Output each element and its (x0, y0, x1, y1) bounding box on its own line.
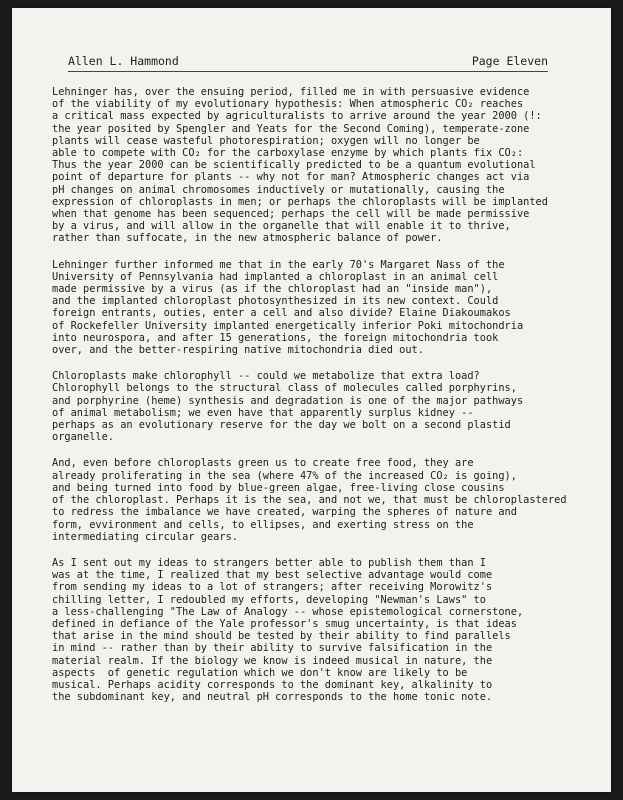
text-line: by a virus, and will allow in the organelle that will enable it to thrive, (52, 220, 511, 233)
text-line: that arise in the mind should be tested by their ability to find parallels (52, 630, 511, 643)
text-line: foreign entrants, outies, enter a cell and also divide? Elaine Diakoumakos (52, 307, 511, 320)
page-header (68, 54, 548, 72)
paragraph (52, 457, 572, 542)
text-line: perhaps as an evolutionary reserve for the day we bolt on a second plastid (52, 419, 511, 432)
text-line: a critical mass expected by agriculturalists to arrive around the year 2000 (!: (52, 110, 542, 123)
text-line: pH changes on animal chromosomes inductively or mutationally, causing the (52, 183, 505, 196)
document-page (12, 8, 611, 792)
text-line: expression of chloroplasts in men; or perhaps the chloroplasts will be implanted (52, 195, 548, 208)
text-line: defined in defiance of the Yale professor's smug uncertainty, is that ideas (52, 617, 517, 630)
author-name: Allen L. Hammond (68, 54, 179, 68)
text-line: form, evvironment and cells, to ellipses, and exerting stress on the (52, 518, 474, 531)
text-line: rather than suffocate, in the new atmospheric balance of power. (52, 232, 443, 245)
text-line: in mind -- rather than by their ability to survive falsification in the (52, 642, 493, 655)
text-line: And, even before chloroplasts green us to create free food, they are (52, 457, 474, 470)
text-line: over, and the better-respiring native mitochondria died out. (52, 344, 424, 357)
text-line: musical. Perhaps acidity corresponds to the dominant key, alkalinity to (52, 678, 493, 691)
paragraph (52, 259, 572, 357)
text-line: Thus the year 2000 can be scientifically predicted to be a quantum evolutional (52, 159, 536, 172)
text-line: Chloroplasts make chlorophyll -- could we metabolize that extra load? (52, 370, 480, 383)
text-line: Lehninger further informed me that in the early 70's Margaret Nass of the (52, 258, 505, 271)
text-line: when that genome has been sequenced; perhaps the cell will be made permissive (52, 208, 530, 221)
text-line: plants will cease wasteful photorespiration; oxygen will no longer be (52, 134, 480, 147)
text-line: of Rockefeller University implanted energetically inferior Poki mitochondria (52, 319, 524, 332)
text-line: organelle. (52, 431, 114, 444)
text-line: of the viability of my evolutionary hypothesis: When atmospheric CO₂ reaches (52, 98, 524, 111)
text-line: was at the time, I realized that my best selective advantage would come (52, 569, 493, 582)
text-line: into neurospora, and after 15 generations, the foreign mitochondria took (52, 331, 499, 344)
text-line: from sending my ideas to a lot of strangers; after receiving Morowitz's (52, 581, 493, 594)
text-line: As I sent out my ideas to strangers better able to publish them than I (52, 556, 486, 569)
body-text (52, 86, 572, 717)
text-line: made permissive by a virus (as if the chloroplast had an "inside man"), (52, 283, 493, 296)
text-line: Lehninger has, over the ensuing period, filled me in with persuasive evidence (52, 86, 530, 98)
text-line: Chlorophyll belongs to the structural class of molecules called porphyrins, (52, 382, 517, 395)
text-line: and the implanted chloroplast photosynthesized in its new context. Could (52, 295, 499, 308)
text-line: able to compete with CO₂ for the carboxylase enzyme by which plants fix CO₂: (52, 147, 524, 160)
text-line: aspects of genetic regulation which we don't know are likely to be (52, 666, 468, 679)
text-line: to redress the imbalance we have created, warping the spheres of nature and (52, 506, 517, 519)
text-line: chilling letter, I redoubled my efforts, developing "Newman's Laws" to (52, 593, 486, 606)
text-line: intermediating circular gears. (52, 530, 238, 543)
text-line: point of departure for plants -- why not for man? Atmospheric changes act via (52, 171, 530, 184)
text-line: of the chloroplast. Perhaps it is the sea, and not we, that must be chloroplastered (52, 494, 567, 507)
text-line: and being turned into food by blue-green algae, free-living close cousins (52, 481, 505, 494)
text-line: University of Pennsylvania had implanted a chloroplast in an animal cell (52, 270, 499, 283)
paragraph (52, 557, 572, 703)
text-line: the subdominant key, and neutral pH corresponds to the home tonic note. (52, 691, 493, 704)
paragraph (52, 86, 572, 245)
text-line: of animal metabolism; we even have that apparently surplus kidney -- (52, 406, 474, 419)
text-line: already proliferating in the sea (where 47% of the increased CO₂ is going), (52, 469, 517, 482)
text-line: the year posited by Spengler and Yeats for the Second Coming), temperate-zone (52, 122, 530, 135)
page-number-label: Page Eleven (471, 54, 548, 68)
text-line: a less-challenging "The Law of Analogy -- whose epistemological cornerstone, (52, 605, 524, 618)
text-line: and porphyrine (heme) synthesis and degradation is one of the major pathways (52, 394, 524, 407)
paragraph (52, 370, 572, 443)
text-line: material realm. If the biology we know is indeed musical in nature, the (52, 654, 493, 667)
